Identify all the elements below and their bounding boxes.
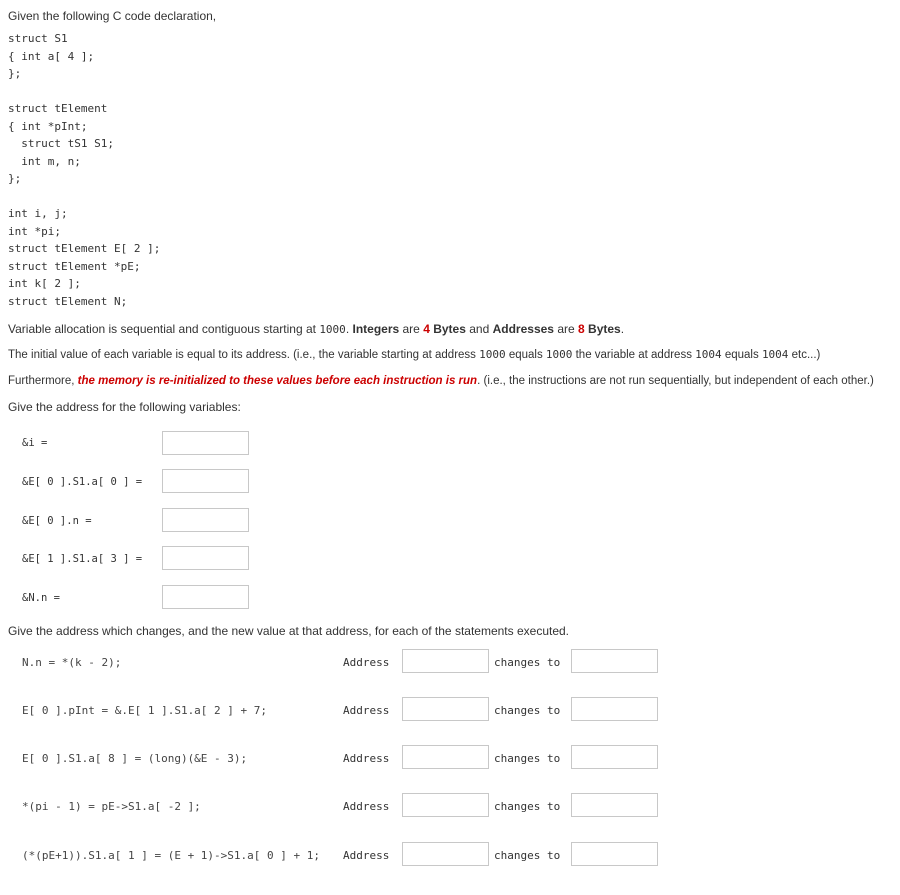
- code-line: int *pi;: [8, 225, 61, 238]
- statement-code: *(pi - 1) = pE->S1.a[ -2 ];: [22, 800, 201, 813]
- text-part: Addresses: [492, 322, 554, 336]
- answer-input[interactable]: [162, 431, 249, 455]
- code-line: { int a[ 4 ];: [8, 50, 95, 63]
- text-part: the memory is re-initialized to these values before each instruction is run: [77, 375, 478, 387]
- changes-to-label: changes to: [494, 752, 561, 765]
- address-input[interactable]: [402, 649, 489, 673]
- statement-code: E[ 0 ].S1.a[ 8 ] = (long)(&E - 3);: [22, 752, 248, 765]
- question-label: &E[ 0 ].S1.a[ 0 ] =: [22, 476, 143, 488]
- code-line: };: [8, 172, 22, 185]
- text-part: equals: [505, 349, 546, 361]
- answer-input[interactable]: [162, 508, 249, 532]
- question-label: &i =: [22, 437, 48, 449]
- code-line: struct S1: [8, 32, 68, 45]
- statement-code: (*(pE+1)).S1.a[ 1 ] = (E + 1)->S1.a[ 0 ] + 1;: [22, 849, 321, 862]
- new-value-input[interactable]: [571, 697, 658, 721]
- code-line: { int *pInt;: [8, 120, 88, 133]
- address-label: Address: [343, 656, 390, 669]
- code-line: struct tS1 S1;: [8, 137, 114, 150]
- code-line: int i, j;: [8, 207, 68, 220]
- question-label: &N.n =: [22, 592, 60, 604]
- text-part: 4: [423, 322, 430, 336]
- changes-to-label: changes to: [494, 656, 561, 669]
- text-part: Integers: [352, 322, 400, 336]
- code-line: struct tElement E[ 2 ];: [8, 242, 161, 255]
- changes-to-label: changes to: [494, 800, 561, 813]
- address-input[interactable]: [402, 793, 489, 817]
- text-part: .: [345, 322, 353, 336]
- answer-input[interactable]: [162, 546, 249, 570]
- text-part: are: [553, 322, 578, 336]
- allocation-paragraph: [8, 322, 624, 336]
- reinit-paragraph: [8, 375, 874, 387]
- changes-to-label: changes to: [494, 849, 561, 862]
- text-part: Variable allocation is sequential and contiguous starting at: [8, 322, 320, 336]
- answer-input[interactable]: [162, 469, 249, 493]
- text-part: Bytes: [429, 322, 466, 336]
- address-label: Address: [343, 849, 390, 862]
- code-line: int k[ 2 ];: [8, 277, 81, 290]
- new-value-input[interactable]: [571, 745, 658, 769]
- text-part: .: [620, 322, 625, 336]
- code-line: struct tElement: [8, 102, 108, 115]
- question-label: &E[ 1 ].S1.a[ 3 ] =: [22, 553, 143, 565]
- statement-code: E[ 0 ].pInt = &.E[ 1 ].S1.a[ 2 ] + 7;: [22, 704, 268, 717]
- code-line: };: [8, 67, 22, 80]
- text-part: Furthermore,: [8, 375, 78, 387]
- text-part: 1000: [479, 348, 506, 361]
- text-part: Bytes: [584, 322, 621, 336]
- text-part: 8: [578, 322, 585, 336]
- address-label: Address: [343, 752, 390, 765]
- new-value-input[interactable]: [571, 649, 658, 673]
- text-part: are: [399, 322, 424, 336]
- address-input[interactable]: [402, 745, 489, 769]
- address-input[interactable]: [402, 697, 489, 721]
- changes-to-label: changes to: [494, 704, 561, 717]
- code-line: struct tElement N;: [8, 295, 128, 308]
- initial-value-paragraph: [8, 348, 820, 361]
- statements-instructions: Give the address which changes, and the new value at that address, for each of the statements executed.: [8, 624, 570, 638]
- answer-input[interactable]: [162, 585, 249, 609]
- address-instructions: Give the address for the following variables:: [8, 400, 241, 414]
- text-part: the variable at address: [572, 349, 696, 361]
- new-value-input[interactable]: [571, 793, 658, 817]
- code-line: struct tElement *pE;: [8, 260, 141, 273]
- text-part: and: [465, 322, 493, 336]
- address-input[interactable]: [402, 842, 489, 866]
- text-part: 1004: [761, 348, 789, 361]
- address-label: Address: [343, 704, 390, 717]
- text-part: . (i.e., the instructions are not run sequentially, but independent of each other.): [477, 375, 874, 387]
- statement-code: N.n = *(k - 2);: [22, 656, 122, 669]
- question-label: &E[ 0 ].n =: [22, 515, 92, 527]
- text-part: 1000: [319, 323, 346, 336]
- text-part: 1000: [545, 348, 573, 361]
- text-part: equals: [721, 349, 762, 361]
- intro-text: Given the following C code declaration,: [8, 9, 217, 23]
- text-part: 1004: [695, 348, 722, 361]
- address-label: Address: [343, 800, 390, 813]
- text-part: The initial value of each variable is equal to its address. (i.e., the variable starting at address: [8, 349, 480, 361]
- text-part: etc...): [788, 349, 821, 361]
- new-value-input[interactable]: [571, 842, 658, 866]
- code-line: int m, n;: [8, 155, 81, 168]
